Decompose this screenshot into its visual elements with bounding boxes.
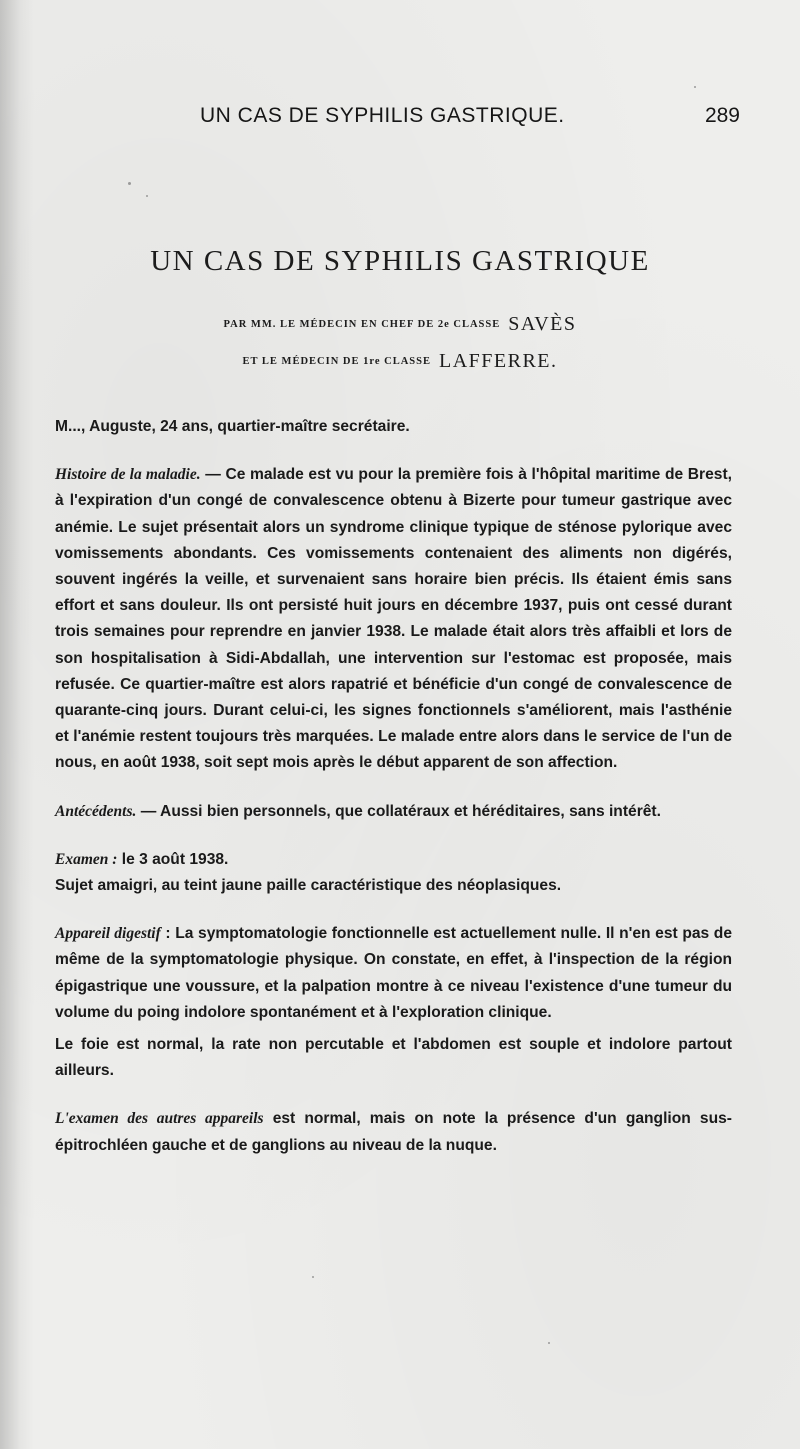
author-lafferre: LAFFERRE.: [439, 350, 558, 372]
appareil-text: : La symptomatologie fonctionnelle est actuellement nulle. Il n'en est pas de même de la symptomatologie physique. On constate, en effet, à l'inspection de la région épigastrique une voussure, et la palpation montre à ce niveau l'existence d'une tumeur du volume du poing indolore spontanément et à l'exploration clinique.: [55, 925, 733, 1021]
running-header: [200, 104, 740, 138]
byline-line-2: [0, 350, 800, 373]
antecedents-paragraph: [55, 799, 732, 825]
examen-heading: Examen :: [55, 850, 118, 868]
histoire-heading: Histoire de la maladie.: [55, 466, 201, 484]
scan-speck: [548, 1342, 550, 1344]
patient-line: M..., Auguste, 24 ans, quartier-maître secrétaire.: [55, 418, 410, 435]
running-title: UN CAS DE SYPHILIS GASTRIQUE.: [200, 104, 565, 127]
histoire-text: — Ce malade est vu pour la première fois à l'hôpital maritime de Brest, à l'expiration d'un congé de convalescence obtenu à Bizerte pour tumeur gastrique avec anémie. Le sujet présentait alors un syndrome clinique typique de sténose pylorique avec vomissements abondants. Ces vomissements contenaient des aliments non digérés, souvent ingérés la veille, et survenaient sans horaire bien précis. Ils étaient émis sans effort et sans douleur. Ils ont persisté huit jours en décembre 1937, puis ont cessé durant trois semaines pour reprendre en janvier 1938. Le malade était alors très affaibli et lors de son hospitalisation à Sidi-Abdallah, une intervention sur l'estomac est proposée, mais refusée. Ce quartier-maître est alors rapatrié et bénéficie d'un congé de convalescence de quarante-cinq jours. Durant celui-ci, les signes fonctionnels s'améliorent, mais l'asthénie et l'anémie restent toujours très marquées. Le malade entre alors dans le service de l'un de nous, en août 1938, soit sept mois après le début apparent de son affection.: [55, 466, 732, 772]
histoire-paragraph: [55, 462, 732, 776]
scan-speck: [312, 1276, 314, 1278]
scan-speck: [128, 182, 131, 185]
page-gutter-shadow: [0, 0, 34, 1449]
examen-text: Sujet amaigri, au teint jaune paille caractéristique des néoplasiques.: [55, 877, 562, 895]
antecedents-heading: Antécédents.: [55, 802, 137, 820]
examen-paragraph: [55, 847, 732, 873]
autres-text: est normal, mais on note la présence d'un ganglion sus-épitrochléen gauche et de ganglions au niveau de la nuque.: [55, 1110, 732, 1154]
byline-line-1: [0, 313, 800, 336]
scan-speck: [694, 86, 696, 88]
byline-1-prefix: PAR MM. LE MÉDECIN EN CHEF DE 2e CLASSE: [223, 319, 501, 330]
scan-speck: [146, 195, 148, 197]
appareil-paragraph: [55, 921, 732, 1026]
autres-heading: L'examen des autres appareils: [55, 1110, 264, 1128]
article-body: [55, 414, 732, 1159]
author-saves: SAVÈS: [508, 313, 577, 335]
autres-paragraph: [55, 1106, 732, 1158]
antecedents-text: — Aussi bien personnels, que collatéraux et héréditaires, sans intérêt.: [136, 802, 661, 820]
page-number: 289: [704, 104, 740, 127]
examen-date: le 3 août 1938.: [117, 850, 229, 868]
appareil-heading: Appareil digestif: [55, 925, 161, 943]
foie-paragraph: Le foie est normal, la rate non percutable et l'abdomen est souple et indolore partout ailleurs.: [55, 1036, 732, 1080]
byline-2-prefix: ET LE MÉDECIN DE 1re CLASSE: [242, 356, 431, 367]
article-title: UN CAS DE SYPHILIS GASTRIQUE: [150, 245, 650, 277]
